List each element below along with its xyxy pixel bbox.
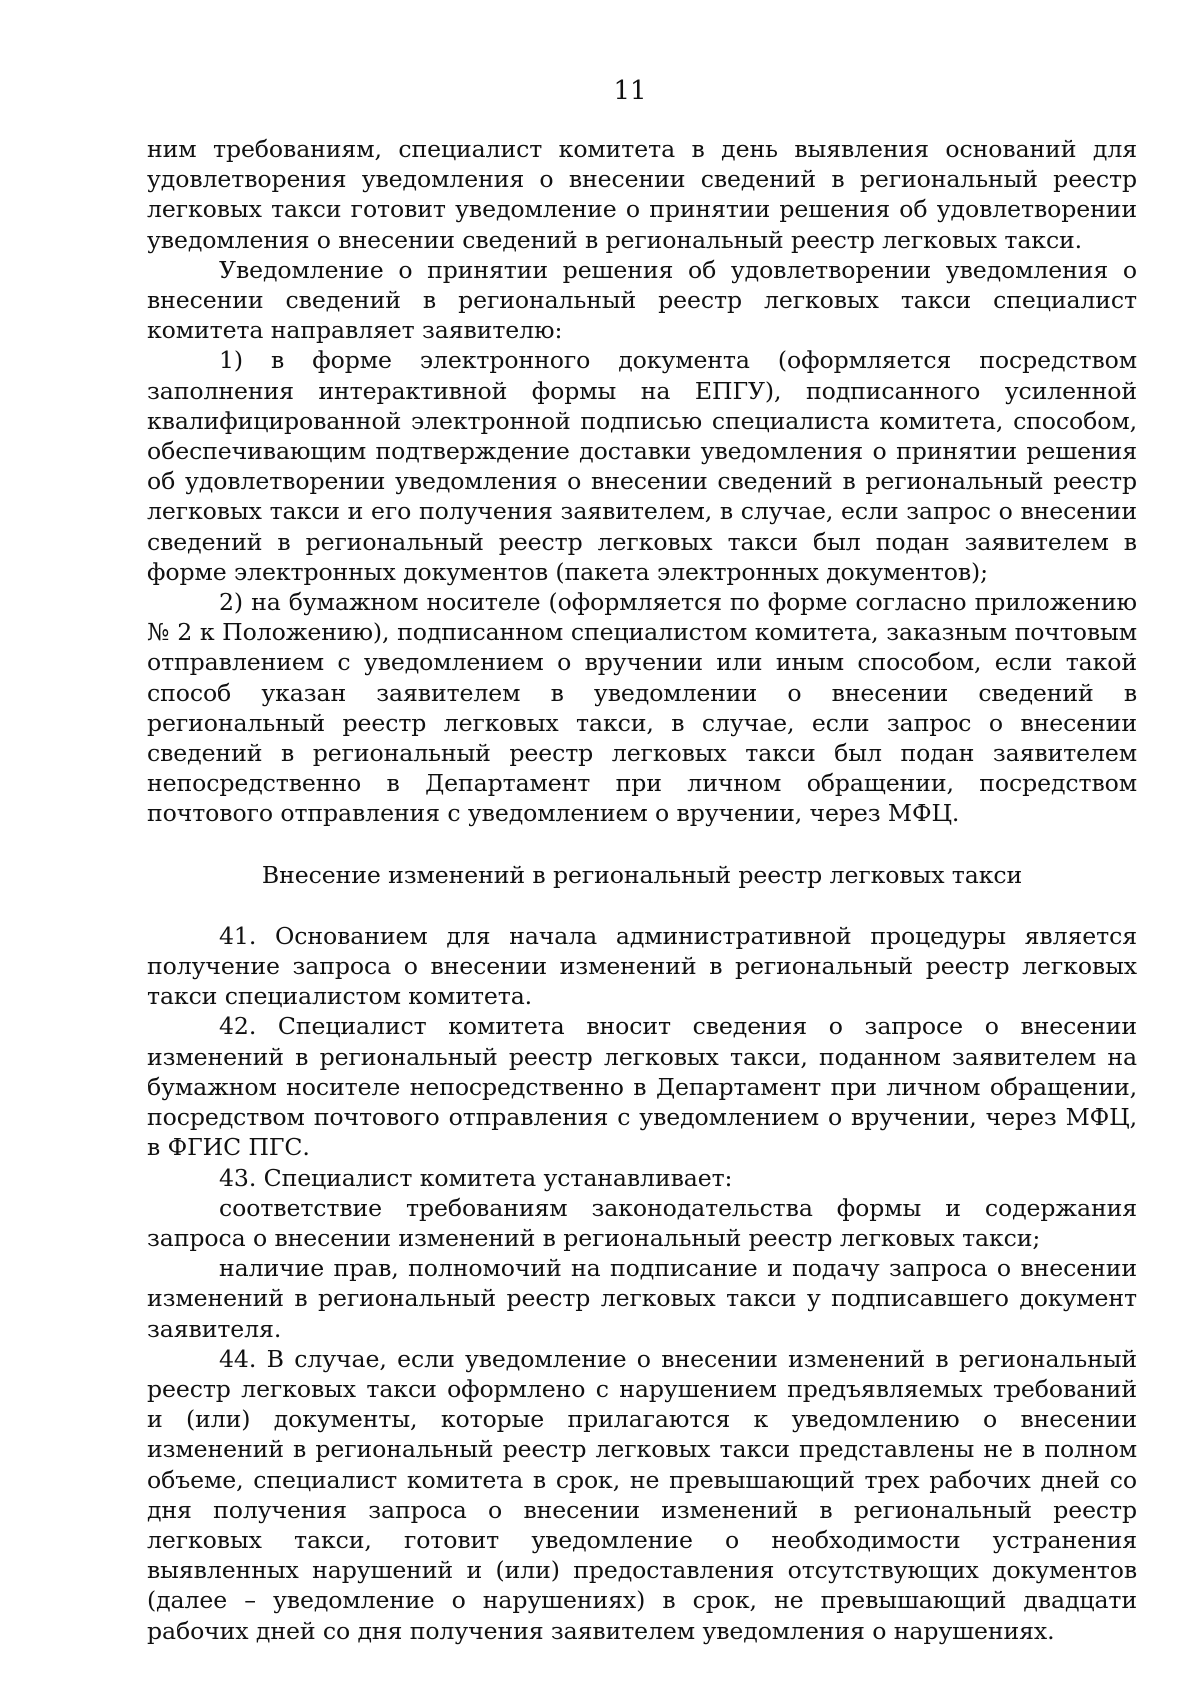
paragraph-notification-recipient: Уведомление о принятии решения об удовлетворении уведомления о внесении сведений в региональный реестр легковых такси специалист комитета направляет заявителю: <box>147 255 1137 345</box>
paragraph-44: 44. В случае, если уведомление о внесении изменений в региональный реестр легковых такси оформлено с нарушением предъявляемых требований и (или) документы, которые прилагаются к уведомлению о внесении изменений в региональный реестр легковых такси представлены не в полном объеме, специалист комитета в срок, не превышающий трех рабочих дней со дня получения запроса о внесении изменений в региональный реестр легковых такси, готовит уведомление о необходимости устранения выявленных нарушений и (или) предоставления отсутствующих документов (далее – уведомление о нарушениях) в срок, не превышающий двадцати рабочих дней со дня получения заявителем уведомления о нарушениях. <box>147 1344 1137 1645</box>
paragraph-item-2-paper: 2) на бумажном носителе (оформляется по форме согласно приложению № 2 к Положению), подписанном специалистом комитета, заказным почтовым отправлением с уведомлением о вручении или иным способом, если такой способ указан заявителем в уведомлении о внесении сведений в региональный реестр легковых такси, в случае, если запрос о внесении сведений в региональный реестр легковых такси был подан заявителем непосредственно в Департамент при личном обращении, посредством почтового отправления с уведомлением о вручении, через МФЦ. <box>147 588 1137 828</box>
section-heading: Внесение изменений в региональный реестр легковых такси <box>261 860 1023 889</box>
paragraph-43-conformity: соответствие требованиям законодательства формы и содержания запроса о внесении изменений в региональный реестр легковых такси; <box>147 1193 1137 1252</box>
paragraph-43-authority: наличие прав, полномочий на подписание и подачу запроса о внесении изменений в региональный реестр легковых такси у подписавшего документ заявителя. <box>147 1254 1137 1343</box>
paragraph-43: 43. Специалист комитета устанавливает: <box>219 1163 733 1192</box>
document-body <box>147 134 1137 1646</box>
paragraph-41: 41. Основанием для начала административной процедуры является получение запроса о внесении изменений в региональный реестр легковых такси специалистом комитета. <box>147 921 1137 1011</box>
paragraph-42: 42. Специалист комитета вносит сведения о запросе о внесении изменений в региональный реестр легковых такси, поданном заявителем на бумажном носителе непосредственно в Департамент при личном обращении, посредством почтового отправления с уведомлением о вручении, через МФЦ, в ФГИС ПГС. <box>147 1012 1137 1162</box>
page-number: 11 <box>613 76 647 106</box>
paragraph-continuation: ним требованиям, специалист комитета в день выявления оснований для удовлетворения уведомления о внесении сведений в региональный реестр легковых такси готовит уведомление о принятии решения об удовлетворении уведомления о внесении сведений в региональный реестр легковых такси. <box>147 135 1137 254</box>
paragraph-item-1-electronic: 1) в форме электронного документа (оформляется посредством заполнения интерактивной формы на ЕПГУ), подписанного усиленной квалифицированной электронной подписью специалиста комитета, способом, обеспечивающим подтверждение доставки уведомления о принятии решения об удовлетворении уведомления о внесении сведений в региональный реестр легковых такси и его получения заявителем, в случае, если запрос о внесении сведений в региональный реестр легковых такси был подан заявителем в форме электронных документов (пакета электронных документов); <box>147 346 1137 586</box>
